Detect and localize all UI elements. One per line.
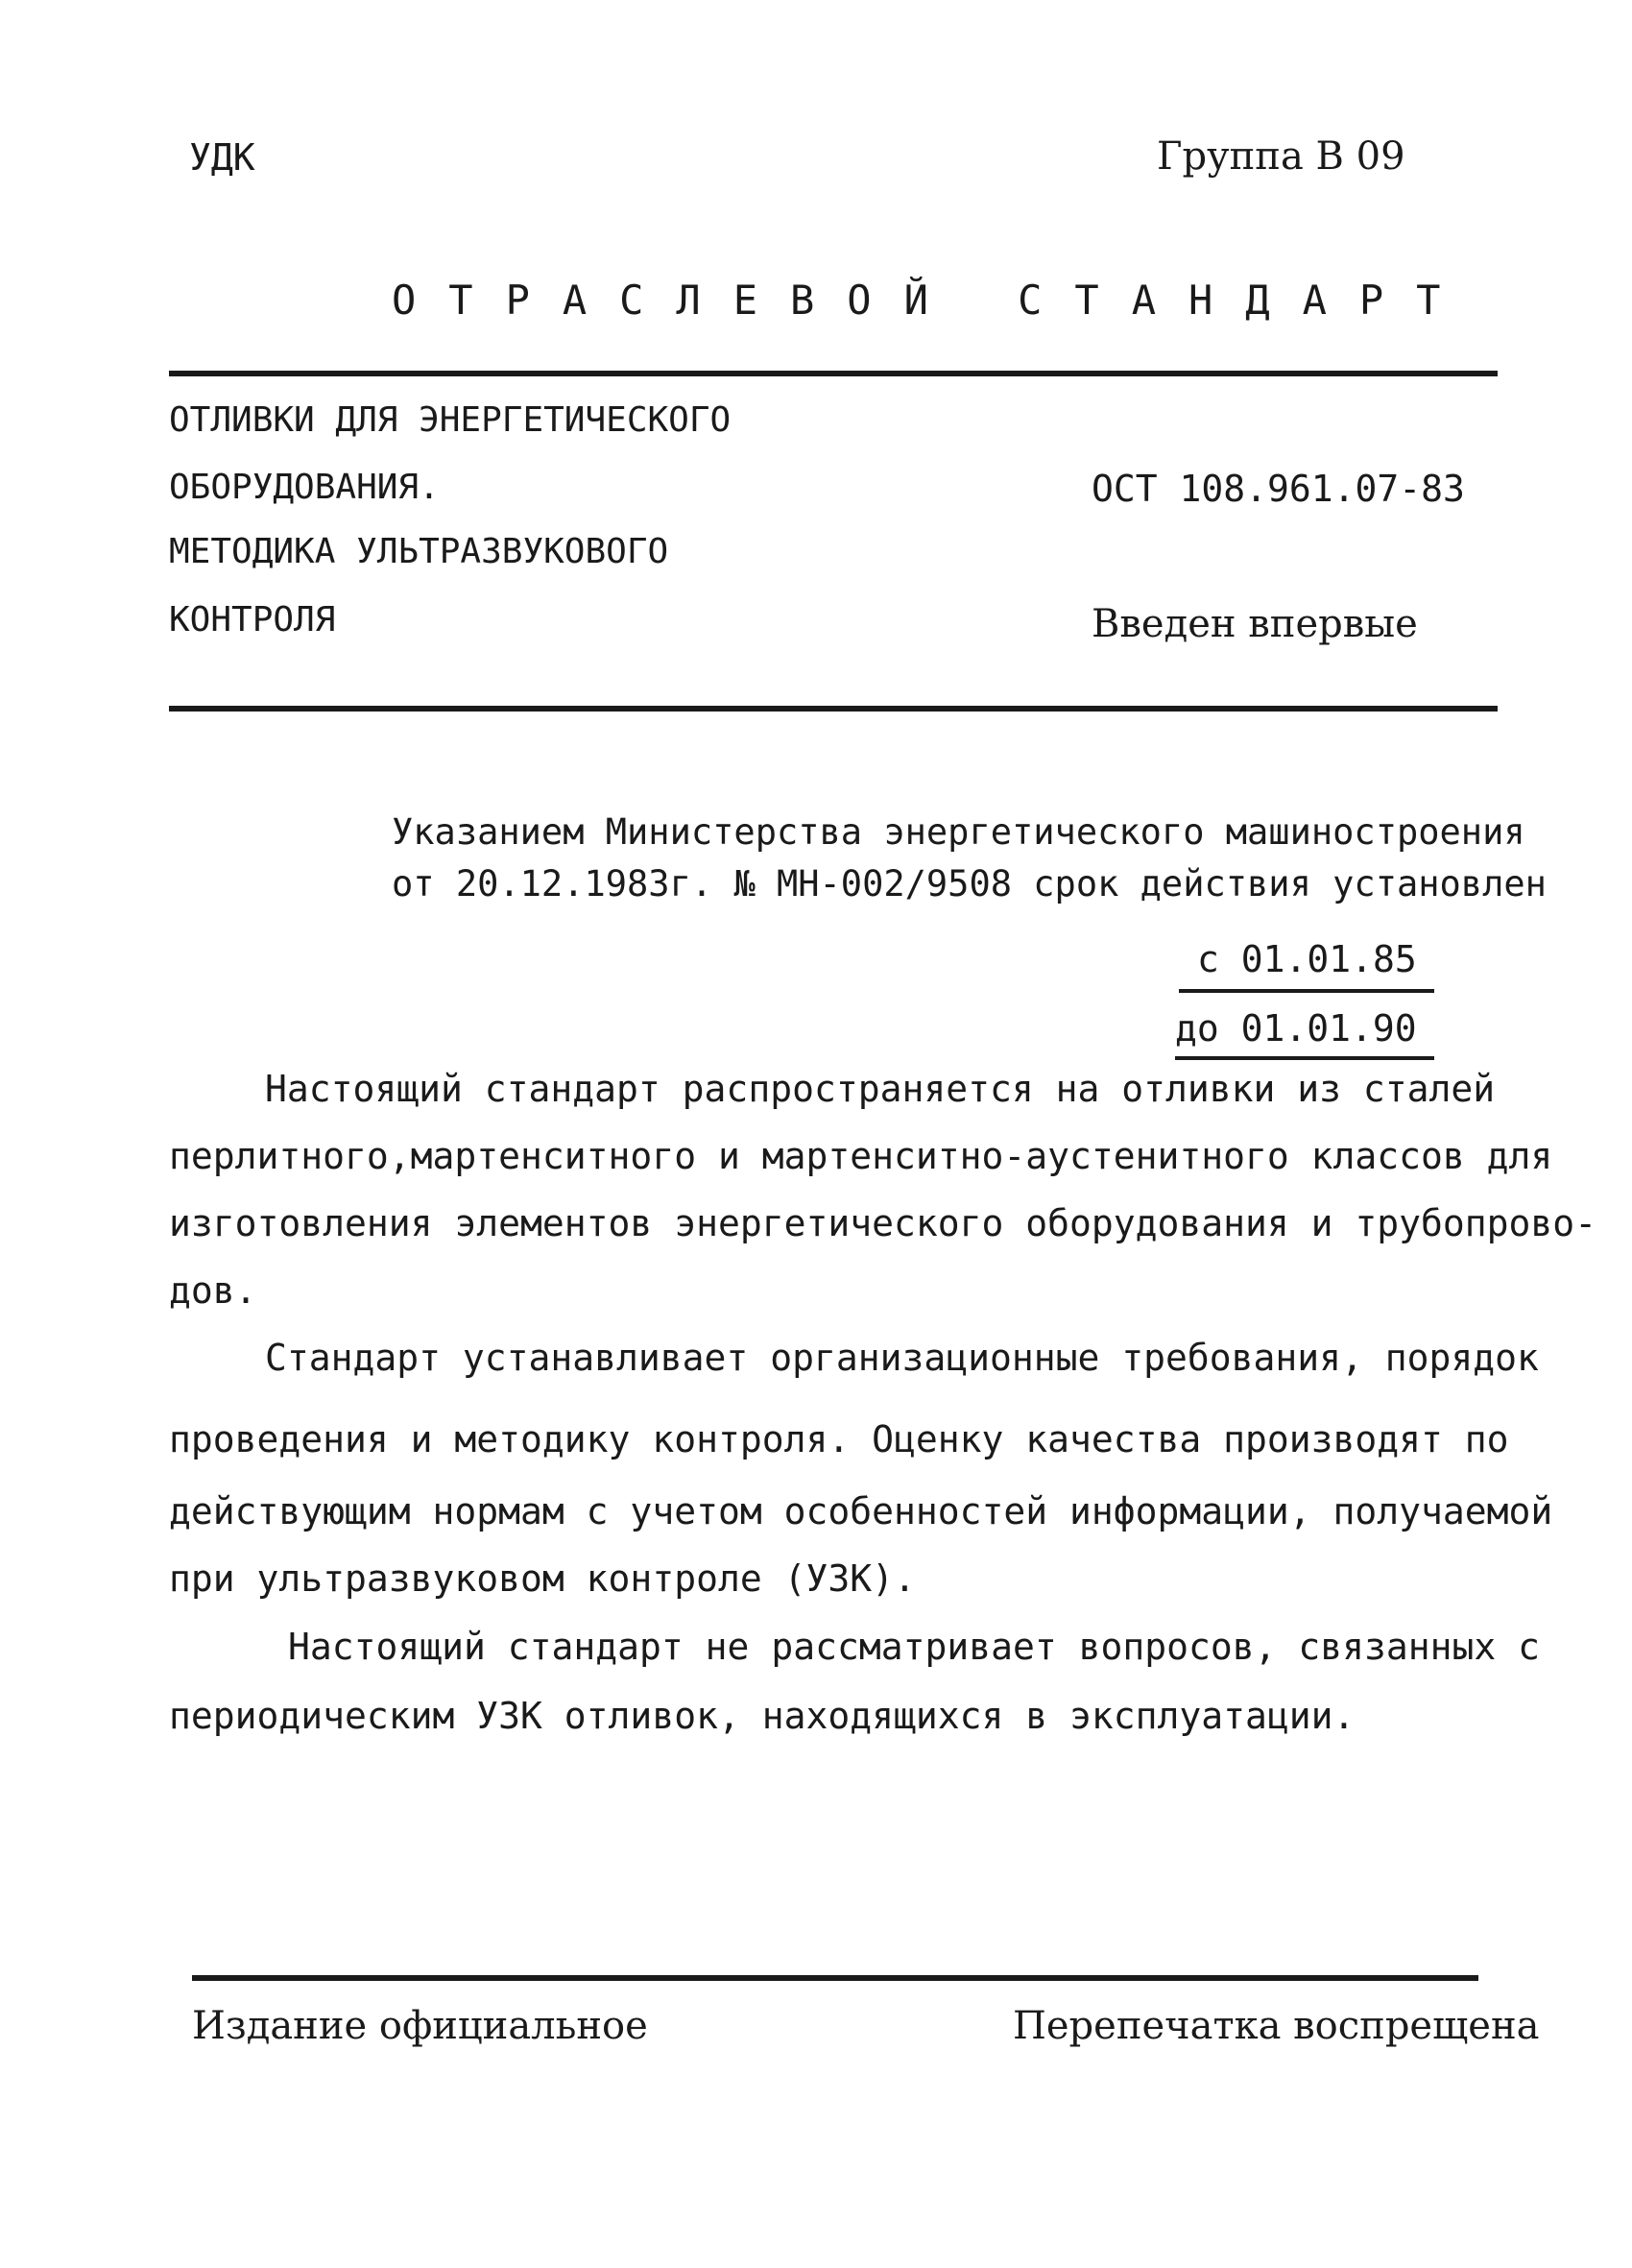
standard-status: Введен впервые [1092,602,1418,646]
standard-name-line-4: КОНТРОЛЯ [169,600,336,639]
validity-to: до 01.01.90 [1175,1007,1417,1050]
para2-line-2: проведения и методику контроля. Оценку качества производят по [169,1418,1509,1460]
para1-line-2: перлитного,мартенситного и мартенситно-аустенитного классов для [169,1135,1553,1177]
middle-rule [169,706,1498,712]
standard-name-line-2: ОБОРУДОВАНИЯ. [169,468,440,507]
standard-name-line-1: ОТЛИВКИ ДЛЯ ЭНЕРГЕТИЧЕСКОГО [169,400,732,440]
top-rule [169,371,1498,376]
standard-code: ОСТ 108.961.07-83 [1092,468,1465,510]
para2-line-1: Стандарт устанавливает организационные требования, порядок [265,1337,1539,1379]
udk-label: УДК [189,136,255,179]
para3-line-1: Настоящий стандарт не рассматривает вопросов, связанных с [288,1626,1541,1668]
validity-from: с 01.01.85 [1197,938,1417,980]
para2-line-4: при ультразвуковом контроле (УЗК). [169,1557,916,1600]
reprint-note: Перепечатка воспрещена [1013,2004,1540,2048]
para1-line-1: Настоящий стандарт распространяется на отливки из сталей [265,1068,1496,1110]
directive-line-2: от 20.12.1983г. № МН-002/9508 срок действия установлен [392,863,1547,905]
standard-name-line-3: МЕТОДИКА УЛЬТРАЗВУКОВОГО [169,532,669,571]
document-title: ОТРАСЛЕВОЙ СТАНДАРТ [392,277,1474,324]
para3-line-2: периодическим УЗК отливок, находящихся в эксплуатации. [169,1695,1356,1737]
validity-from-underline [1179,989,1434,993]
edition-note: Издание официальное [192,2004,648,2048]
directive-line-1: Указанием Министерства энергетического машиностроения [392,811,1525,853]
para1-line-4: дов. [169,1269,257,1312]
validity-to-underline [1175,1056,1434,1060]
footer-rule [192,1975,1478,1981]
para1-line-3: изготовления элементов энергетического оборудования и трубопрово- [169,1202,1597,1244]
para2-line-3: действующим нормам с учетом особенностей информации, получаемой [169,1490,1553,1532]
group-label: Группа В 09 [1157,134,1405,179]
